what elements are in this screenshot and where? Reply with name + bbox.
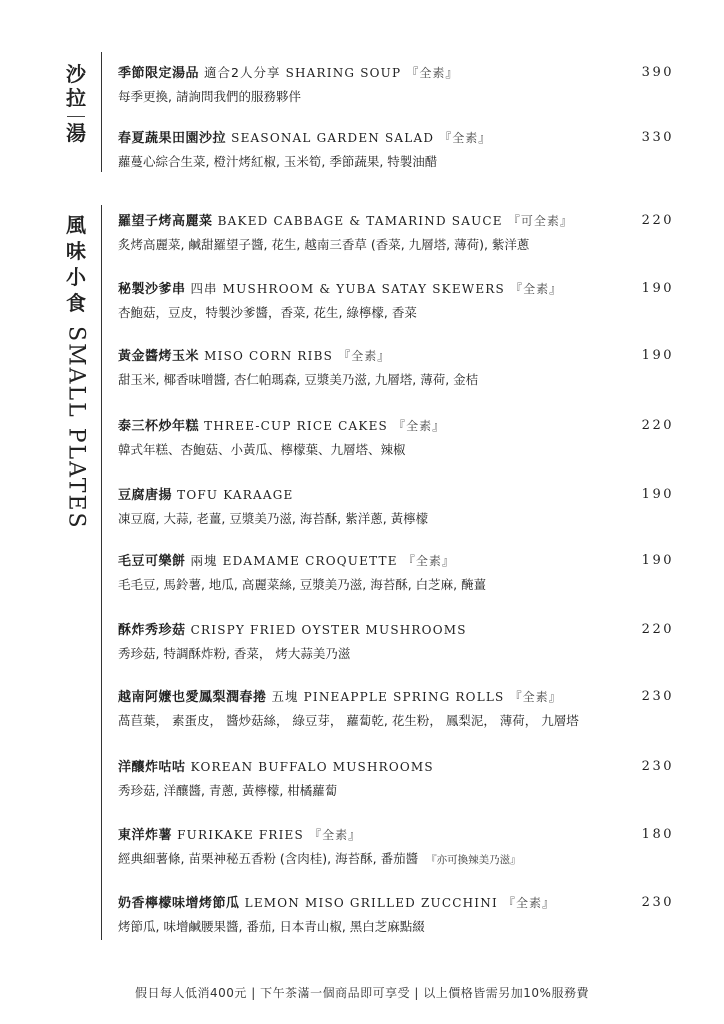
menu-item <box>118 758 674 801</box>
item-price: 220 <box>641 418 674 433</box>
item-description: 甜玉米, 椰香味噌醬, 杏仁帕瑪森, 豆漿美乃滋, 九層塔, 薄荷, 金桔 <box>118 372 479 387</box>
small-plates-section-label <box>62 212 90 530</box>
item-description: 毛毛豆, 馬鈴薯, 地瓜, 高麗菜絲, 豆漿美乃滋, 海苔酥, 白芝麻, 醃薑 <box>118 577 487 592</box>
menu-item <box>118 826 674 869</box>
item-name-en: MUSHROOM & YUBA SATAY SKEWERS <box>222 282 505 296</box>
item-name-zh: 酥炸秀珍菇 <box>118 623 186 638</box>
item-tag: 『全素』 <box>406 66 459 80</box>
item-description: 每季更換, 請詢問我們的服務夥伴 <box>118 89 301 104</box>
item-tag: 『全素』 <box>503 896 556 910</box>
item-name-zh: 黃金醬烤玉米 <box>118 349 200 364</box>
item-description: 烤節瓜, 味增鹹腰果醬, 番茄, 日本青山椒, 黑白芝麻點綴 <box>118 919 425 934</box>
small-label-char: 小 <box>66 265 86 289</box>
small-plates-divider-line <box>101 205 102 940</box>
item-name-zh: 秘製沙爹串 <box>118 282 186 297</box>
soup-label-char: 拉 <box>66 86 86 110</box>
item-name-en: PINEAPPLE SPRING ROLLS <box>303 690 505 704</box>
item-name-zh: 越南阿嬤也愛鳳梨潤春捲 <box>118 690 267 705</box>
item-name-zh: 泰三杯炒年糕 <box>118 419 200 434</box>
item-description: 萵苣葉， 素蛋皮， 醬炒菇絲， 綠豆芽， 蘿蔔乾, 花生粉， 鳳梨泥， 薄荷， 九層塔 <box>118 713 579 728</box>
item-tag: 『全素』 <box>393 419 446 433</box>
item-price: 190 <box>641 348 674 363</box>
menu-item <box>118 688 674 731</box>
item-price: 190 <box>641 487 674 502</box>
soup-label-char: 沙 <box>66 62 86 86</box>
menu-item <box>118 64 674 107</box>
item-price: 330 <box>641 130 674 145</box>
menu-item <box>118 417 674 460</box>
item-name-zh: 洋釀炸咕咕 <box>118 760 186 775</box>
item-name-en: KOREAN BUFFALO MUSHROOMS <box>190 760 434 774</box>
item-description: 凍豆腐, 大蒜, 老薑, 豆漿美乃滋, 海苔酥, 紫洋蔥, 黃檸檬 <box>118 511 429 526</box>
item-name-en: CRISPY FRIED OYSTER MUSHROOMS <box>190 623 467 637</box>
soup-label-separator <box>67 116 85 117</box>
item-name-zh: 奶香檸檬味增烤節瓜 <box>118 896 240 911</box>
item-name-en: BAKED CABBAGE & TAMARIND SAUCE <box>217 214 503 228</box>
item-tag: 『可全素』 <box>507 214 573 228</box>
item-price: 220 <box>641 622 674 637</box>
item-tag: 『全素』 <box>402 554 455 568</box>
item-price: 220 <box>641 213 674 228</box>
menu-item <box>118 621 674 664</box>
item-price: 230 <box>641 759 674 774</box>
small-label-char: 風 <box>66 213 86 237</box>
menu-item <box>118 486 674 529</box>
item-note: 適合2人分享 <box>199 65 281 80</box>
menu-item <box>118 280 674 323</box>
item-name-en: TOFU KARAAGE <box>177 488 294 502</box>
item-description: 秀珍菇, 洋釀醬, 青蔥, 黃檸檬, 柑橘蘿蔔 <box>118 783 338 798</box>
item-name-zh: 羅望子烤高麗菜 <box>118 214 213 229</box>
item-name-en: THREE-CUP RICE CAKES <box>204 419 388 433</box>
menu-item <box>118 552 674 595</box>
soup-label-char: 湯 <box>66 121 86 145</box>
item-name-zh: 東洋炸薯 <box>118 828 173 843</box>
item-tag: 『全素』 <box>510 282 563 296</box>
item-name-zh: 春夏蔬果田園沙拉 <box>118 131 227 146</box>
item-description: 韓式年糕、杏鮑菇、小黃瓜、檸檬葉、九層塔、辣椒 <box>118 442 406 457</box>
soup-divider-line <box>101 52 102 172</box>
item-price: 230 <box>641 895 674 910</box>
item-name-en: SEASONAL GARDEN SALAD <box>231 131 435 145</box>
item-tag: 『全素』 <box>338 349 391 363</box>
item-description: 炙烤高麗菜, 鹹甜羅望子醬, 花生, 越南三香草 (香菜, 九層塔, 薄荷), 紫洋蔥 <box>118 237 530 252</box>
item-name-en: MISO CORN RIBS <box>204 349 334 363</box>
item-description: 蘿蔓心綜合生菜, 橙汁烤紅椒, 玉米筍, 季節蔬果, 特製油醋 <box>118 154 438 169</box>
item-name-zh: 季節限定湯品 <box>118 66 200 81</box>
item-note: 兩塊 <box>185 553 218 568</box>
item-note: 四串 <box>185 281 218 296</box>
item-tag: 『全素』 <box>439 131 492 145</box>
item-tag: 『全素』 <box>509 690 562 704</box>
item-price: 390 <box>641 65 674 80</box>
footer-note: 假日每人低消400元 | 下午茶滿一個商品即可享受 | 以上價格皆需另加10%服務費 <box>135 986 589 1000</box>
menu-item <box>118 212 674 255</box>
item-description: 杏鮑菇，豆皮，特製沙爹醬，香菜, 花生, 綠檸檬, 香菜 <box>118 305 417 320</box>
item-price: 190 <box>641 281 674 296</box>
item-price: 230 <box>641 689 674 704</box>
small-label-char: 味 <box>66 239 86 263</box>
item-name-en: SHARING SOUP <box>285 66 402 80</box>
small-plates-english-label: SMALL PLATES <box>63 326 89 530</box>
item-price: 180 <box>641 827 674 842</box>
item-description-note: 『亦可換辣美乃滋』 <box>426 854 521 866</box>
item-tag: 『全素』 <box>309 828 362 842</box>
menu-item <box>118 129 674 172</box>
item-price: 190 <box>641 553 674 568</box>
soup-section-label <box>62 62 90 145</box>
item-description: 秀珍菇, 特調酥炸粉, 香菜， 烤大蒜美乃滋 <box>118 646 351 661</box>
item-description: 經典細薯條, 苗栗神秘五香粉 (含肉桂), 海苔酥, 番茄醬 <box>118 851 419 866</box>
item-name-zh: 豆腐唐揚 <box>118 488 173 503</box>
item-name-en: LEMON MISO GRILLED ZUCCHINI <box>244 896 498 910</box>
item-name-en: EDAMAME CROQUETTE <box>222 554 398 568</box>
item-name-zh: 毛豆可樂餅 <box>118 554 186 569</box>
item-note: 五塊 <box>266 689 299 704</box>
menu-item <box>118 347 674 390</box>
item-name-en: FURIKAKE FRIES <box>177 828 304 842</box>
menu-item <box>118 894 674 937</box>
small-label-char: 食 <box>66 291 86 315</box>
